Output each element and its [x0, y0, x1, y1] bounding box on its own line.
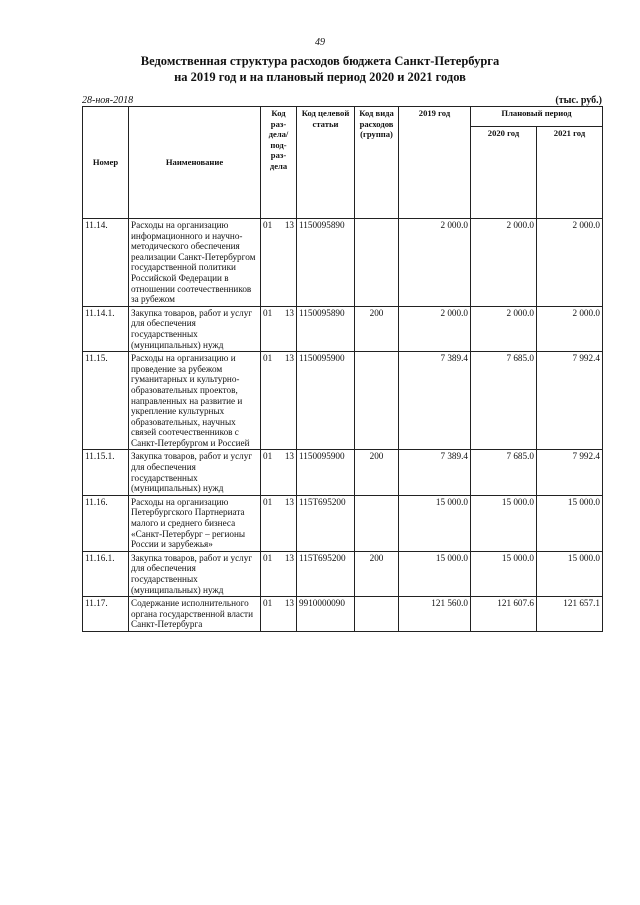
row-target: 9910000090 — [297, 597, 355, 632]
row-name: Закупка товаров, работ и услуг для обеспечения государственных (муниципальных) нужд — [129, 551, 261, 596]
table-row — [83, 597, 603, 632]
row-number: 11.15. — [83, 352, 129, 450]
header-name: Наименование — [129, 107, 261, 219]
section-code: 01 — [263, 552, 273, 563]
row-name: Расходы на организацию и проведение за рубежом гуманитарных и культурно-образовательных проектов, направленных на развитие и укрепление культурных образовательных, научных связей соотечественников с Санкт-Петербургом и Россией — [129, 352, 261, 450]
row-section — [261, 495, 297, 551]
row-section — [261, 597, 297, 632]
subsection-code: 13 — [284, 353, 294, 364]
row-2019: 2 000.0 — [399, 306, 471, 351]
row-2020: 7 685.0 — [471, 450, 537, 495]
table-row — [83, 306, 603, 351]
subsection-code: 13 — [284, 451, 294, 462]
section-code: 01 — [263, 307, 273, 318]
row-target: 1150095890 — [297, 219, 355, 307]
table-row — [83, 352, 603, 450]
row-name: Закупка товаров, работ и услуг для обеспечения государственных (муниципальных) нужд — [129, 306, 261, 351]
section-code: 01 — [263, 598, 273, 609]
header-number: Номер — [83, 107, 129, 219]
row-2019: 121 560.0 — [399, 597, 471, 632]
table-row — [83, 450, 603, 495]
row-target: 1150095890 — [297, 306, 355, 351]
row-2021: 15 000.0 — [537, 551, 603, 596]
table-row — [83, 551, 603, 596]
row-2020: 15 000.0 — [471, 551, 537, 596]
row-section — [261, 352, 297, 450]
row-number: 11.14. — [83, 219, 129, 307]
header-planned: Плановый период — [471, 107, 603, 127]
row-number: 11.15.1. — [83, 450, 129, 495]
document-title — [0, 53, 640, 85]
section-code: 01 — [263, 220, 273, 230]
header-target: Код целевой статьи — [297, 107, 355, 219]
row-name: Закупка товаров, работ и услуг для обеспечения государственных (муниципальных) нужд — [129, 450, 261, 495]
row-target: 115Т695200 — [297, 551, 355, 596]
unit-label: (тыс. руб.) — [555, 95, 602, 106]
row-2019: 15 000.0 — [399, 495, 471, 551]
row-2019: 2 000.0 — [399, 219, 471, 307]
row-kind — [355, 352, 399, 450]
table-row — [83, 219, 603, 307]
row-section — [261, 450, 297, 495]
row-section — [261, 219, 297, 307]
table-row — [83, 495, 603, 551]
row-number: 11.16. — [83, 495, 129, 551]
subsection-code: 13 — [284, 552, 294, 563]
section-code: 01 — [263, 451, 273, 462]
header-2020: 2020 год — [471, 127, 537, 219]
row-section — [261, 306, 297, 351]
subsection-code: 13 — [284, 496, 294, 507]
row-section — [261, 551, 297, 596]
row-2019: 7 389.4 — [399, 450, 471, 495]
row-2020: 7 685.0 — [471, 352, 537, 450]
row-number: 11.14.1. — [83, 306, 129, 351]
row-kind — [355, 597, 399, 632]
row-name: Расходы на организацию информационного и научно-методического обеспечения реализации Санкт-Петербургом государственной политики Российской Федерации в отношении соотечественников за рубежом — [129, 219, 261, 307]
header-section: Код раз-дела/ под-раз-дела — [261, 107, 297, 219]
section-code: 01 — [263, 496, 273, 507]
row-target: 1150095900 — [297, 450, 355, 495]
row-2019: 7 389.4 — [399, 352, 471, 450]
header-kind: Код вида расходов (группа) — [355, 107, 399, 219]
row-number: 11.17. — [83, 597, 129, 632]
row-target: 115Т695200 — [297, 495, 355, 551]
row-2020: 15 000.0 — [471, 495, 537, 551]
page-number: 49 — [315, 37, 325, 48]
subsection-code: 13 — [284, 598, 294, 609]
row-2019: 15 000.0 — [399, 551, 471, 596]
row-2021: 2 000.0 — [537, 219, 603, 307]
row-2021: 7 992.4 — [537, 450, 603, 495]
row-number: 11.16.1. — [83, 551, 129, 596]
row-kind: 200 — [355, 551, 399, 596]
header-2021: 2021 год — [537, 127, 603, 219]
row-kind: 200 — [355, 306, 399, 351]
subsection-code: 13 — [284, 220, 294, 230]
expense-table — [82, 106, 603, 632]
title-line-2: на 2019 год и на плановый период 2020 и 2021 годов — [174, 70, 466, 84]
title-line-1: Ведомственная структура расходов бюджета Санкт-Петербурга — [140, 54, 500, 68]
row-2021: 7 992.4 — [537, 352, 603, 450]
row-kind — [355, 219, 399, 307]
row-target: 1150095900 — [297, 352, 355, 450]
row-2021: 2 000.0 — [537, 306, 603, 351]
row-2020: 2 000.0 — [471, 219, 537, 307]
row-2021: 15 000.0 — [537, 495, 603, 551]
row-kind — [355, 495, 399, 551]
header-2019: 2019 год — [399, 107, 471, 219]
row-2021: 121 657.1 — [537, 597, 603, 632]
row-2020: 2 000.0 — [471, 306, 537, 351]
row-2020: 121 607.6 — [471, 597, 537, 632]
row-name: Расходы на организацию Петербургского Партнериата малого и среднего бизнеса «Санкт-Петербург – регионы России и зарубежья» — [129, 495, 261, 551]
section-code: 01 — [263, 353, 273, 364]
subsection-code: 13 — [284, 307, 294, 318]
document-date: 28-ноя-2018 — [82, 95, 134, 106]
row-kind: 200 — [355, 450, 399, 495]
row-name: Содержание исполнительного органа государственной власти Санкт-Петербурга — [129, 597, 261, 632]
